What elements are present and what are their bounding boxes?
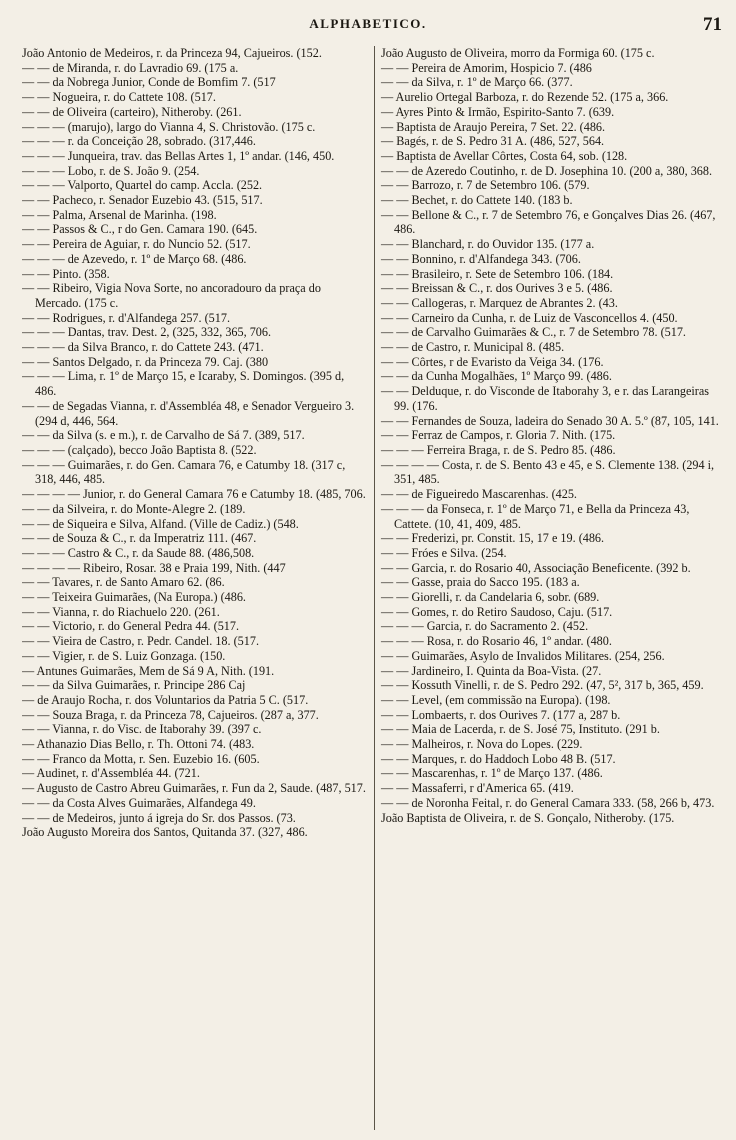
directory-entry: — — Pereira de Aguiar, r. do Nuncio 52. (517. [22,237,251,252]
directory-entry: — — Vianna, r. do Riachuelo 220. (261. [22,604,220,619]
directory-entry: — — Bellone & C., r. 7 de Setembro 76, e Gonçalves Dias 26. (467, 486. [381,207,716,237]
page-number: 71 [703,14,722,35]
directory-entry: — — — — Costa, r. de S. Bento 43 e 45, e S. Clemente 138. (294 i, 351, 485. [381,457,715,487]
directory-entry: — — Guimarães, Asylo de Invalidos Militares. (254, 256. [381,648,665,663]
directory-entry: — — — (calçado), becco João Baptista 8. (522. [22,442,257,457]
directory-entry: — — Teixeira Guimarães, (Na Europa.) (486. [22,590,246,605]
directory-entry: — — de Azeredo Coutinho, r. de D. Josephina 10. (200 a, 380, 368. [381,163,713,178]
directory-entry: — Baptista de Avellar Côrtes, Costa 64, sob. (128. [381,148,628,163]
directory-entry: — — de Medeiros, junto á igreja do Sr. dos Passos. (73. [22,810,296,825]
directory-entry: — — — Lima, r. 1º de Março 15, e Icaraby, S. Domingos. (395 d, 486. [22,369,345,399]
directory-entry: — — Côrtes, r de Evaristo da Veiga 34. (176. [381,354,604,369]
directory-entry: — — de Castro, r. Municipal 8. (485. [381,340,565,355]
directory-entry: — — Brasileiro, r. Sete de Setembro 106. (184. [381,266,614,281]
directory-entry: — — Ribeiro, Vigia Nova Sorte, no ancoradouro da praça do Mercado. (175 c. [22,281,321,310]
directory-entry: — Aurelio Ortegal Barboza, r. do Rezende 52. (175 a, 366. [381,90,669,105]
directory-entry: — — — da Silva Branco, r. do Cattete 243. (471. [22,340,264,355]
directory-entry: — — — Garcia, r. do Sacramento 2. (452. [381,619,589,634]
directory-entry: — — Barrozo, r. 7 de Setembro 106. (579. [381,178,590,193]
directory-entry: — — Fróes e Silva. (254. [381,545,507,560]
directory-entry: — — Marques, r. do Haddoch Lobo 48 B. (517. [381,751,616,766]
directory-entry: — — da Cunha Mogalhães, 1º Março 99. (486. [381,369,612,384]
directory-entry: — Audinet, r. d'Assembléa 44. (721. [22,766,200,781]
directory-entry: — — Santos Delgado, r. da Princeza 79. Caj. (380 [22,354,269,369]
left-column [22,46,374,1130]
directory-entry: — — — Guimarães, r. do Gen. Camara 76, e Catumby 18. (317 c, 318, 446, 485. [22,457,346,487]
directory-entry: João Antonio de Medeiros, r. da Princeza 94, Cajueiros. (152. [22,46,322,60]
directory-entry: — — Jardineiro, I. Quinta da Boa-Vista. (27. [381,663,602,678]
directory-entry: — Bagés, r. de S. Pedro 31 A. (486, 527, 564. [381,134,605,149]
directory-entry: — — — Castro & C., r. da Saude 88. (486,508. [22,545,255,560]
directory-entry: — — Victorio, r. do General Pedra 44. (517. [22,619,240,634]
page-header [0,14,736,40]
directory-entry: — — Tavares, r. de Santo Amaro 62. (86. [22,575,225,590]
directory-entry: — — Massaferri, r d'America 65. (419. [381,781,574,796]
right-column [374,46,726,1130]
directory-columns [22,46,726,1130]
directory-entry: — — Malheiros, r. Nova do Lopes. (229. [381,737,583,752]
directory-entry: — — Bonnino, r. d'Alfandega 343. (706. [381,251,581,266]
directory-entry: — — — Lobo, r. de S. João 9. (254. [22,163,200,178]
directory-entry: — — da Silva (s. e m.), r. de Carvalho de Sá 7. (389, 517. [22,428,305,443]
directory-entry: — — de Souza & C., r. da Imperatriz 111. (467. [22,531,257,546]
directory-entry: — — Callogeras, r. Marquez de Abrantes 2. (43. [381,295,618,310]
directory-entry: — — de Figueiredo Mascarenhas. (425. [381,487,577,502]
directory-entry: — — Frederizi, pr. Constit. 15, 17 e 19. (486. [381,531,605,546]
directory-entry: — — — (marujo), largo do Vianna 4, S. Christovão. (175 c. [22,119,316,134]
directory-entry: — — de Miranda, r. do Lavradio 69. (175 a. [22,60,239,75]
directory-entry: — — Pacheco, r. Senador Euzebio 43. (515, 517. [22,193,263,208]
directory-entry: — — — r. da Conceição 28, sobrado. (317,446. [22,134,256,149]
directory-entry: — — de Siqueira e Silva, Alfand. (Ville de Cadiz.) (548. [22,516,299,531]
directory-entry: — — de Noronha Feital, r. do General Camara 333. (58, 266 b, 473. [381,795,715,810]
directory-entry: — — de Carvalho Guimarães & C., r. 7 de Setembro 78. (517. [381,325,686,340]
directory-entry: — — Bechet, r. do Cattete 140. (183 b. [381,193,573,208]
page-title: ALPHABETICO. [309,16,427,31]
directory-entry: João Augusto de Oliveira, morro da Formiga 60. (175 c. [381,46,655,60]
directory-entry: — — Kossuth Vinelli, r. de S. Pedro 292. (47, 5², 317 b, 365, 459. [381,678,704,693]
directory-entry: — — da Silveira, r. do Monte-Alegre 2. (189. [22,501,246,516]
directory-entry: — — — Valporto, Quartel do camp. Accla. (252. [22,178,263,193]
directory-entry: — — Rodrigues, r. d'Alfandega 257. (517. [22,310,230,325]
directory-entry: — — Franco da Motta, r. Sen. Euzebio 16. (605. [22,751,260,766]
directory-entry: — — — Rosa, r. do Rosario 46, 1º andar. (480. [381,634,612,649]
directory-entry: — — — de Azevedo, r. 1º de Março 68. (486. [22,251,247,266]
directory-entry: — Antunes Guimarães, Mem de Sá 9 A, Nith. (191. [22,663,275,678]
directory-entry: — — da Costa Alves Guimarães, Alfandega 49. [22,795,256,810]
directory-entry: — — da Nobrega Junior, Conde de Bomfim 7. (517 [22,75,276,90]
directory-entry: João Baptista de Oliveira, r. de S. Gonçalo, Nitheroby. (175. [381,810,675,825]
directory-entry: — Augusto de Castro Abreu Guimarães, r. Fun da 2, Saude. (487, 517. [22,781,366,796]
directory-entry: — — Pinto. (358. [22,266,110,281]
directory-entry: — — de Oliveira (carteiro), Nitheroby. (261. [22,104,242,119]
directory-entry: — — Garcia, r. do Rosario 40, Associação Beneficente. (392 b. [381,560,691,575]
directory-entry: — — Mascarenhas, r. 1º de Março 137. (486. [381,766,603,781]
directory-entry: — — Lombaerts, r. dos Ourives 7. (177 a, 287 b. [381,707,621,722]
directory-entry: — — Vianna, r. do Visc. de Itaborahy 39. (397 c. [22,722,262,737]
directory-entry: — — Gomes, r. do Retiro Saudoso, Caju. (517. [381,604,613,619]
directory-entry: — — Delduque, r. do Visconde de Itaborahy 3, e r. das Larangeiras 99. (176. [381,384,710,413]
directory-entry: — — Souza Braga, r. da Princeza 78, Cajueiros. (287 a, 377. [22,707,319,722]
directory-entry: — — Palma, Arsenal de Marinha. (198. [22,207,217,222]
directory-entry: — Athanazio Dias Bello, r. Th. Ottoni 74. (483. [22,737,255,752]
directory-entry: — — Fernandes de Souza, ladeira do Senado 30 A. 5.º (87, 105, 141. [381,413,719,428]
directory-entry: — de Araujo Rocha, r. dos Voluntarios da Patria 5 C. (517. [22,692,309,707]
directory-entry: — — Vigier, r. de S. Luiz Gonzaga. (150. [22,648,226,663]
directory-entry: — — Carneiro da Cunha, r. de Luiz de Vasconcellos 4. (450. [381,310,678,325]
directory-entry: — — da Silva, r. 1º de Março 66. (377. [381,75,573,90]
directory-entry: — — — Junqueira, trav. das Bellas Artes 1, 1º andar. (146, 450. [22,148,335,163]
directory-entry: — — Gasse, praia do Sacco 195. (183 a. [381,575,580,590]
directory-entry: — — Pereira de Amorim, Hospicio 7. (486 [381,60,592,75]
directory-entry: — — de Segadas Vianna, r. d'Assembléa 48, e Senador Vergueiro 3. (294 d, 446, 564. [22,398,355,428]
directory-entry: — — Passos & C., r do Gen. Camara 190. (645. [22,222,258,237]
directory-entry: — — — — Junior, r. do General Camara 76 e Catumby 18. (485, 706. [22,487,366,502]
directory-entry: — Ayres Pinto & Irmão, Espirito-Santo 7. (639. [381,104,615,119]
directory-entry: — — — Dantas, trav. Dest. 2, (325, 332, 365, 706. [22,325,272,340]
directory-entry: — Baptista de Araujo Pereira, 7 Set. 22. (486. [381,119,606,134]
directory-entry: — — Giorelli, r. da Candelaria 6, sobr. (689. [381,590,600,605]
directory-entry: — — Vieira de Castro, r. Pedr. Candel. 18. (517. [22,634,259,649]
directory-entry: — — Breissan & C., r. dos Ourives 3 e 5. (486. [381,281,613,296]
directory-entry: — — Maia de Lacerda, r. de S. José 75, Instituto. (291 b. [381,722,660,737]
directory-entry: João Augusto Moreira dos Santos, Quitanda 37. (327, 486. [22,825,308,840]
directory-entry: — — — Ferreira Braga, r. de S. Pedro 85. (486. [381,442,616,457]
directory-entry: — — da Silva Guimarães, r. Principe 286 Caj [22,678,246,693]
directory-entry: — — — da Fonseca, r. 1º de Março 71, e Bella da Princeza 43, Cattete. (10, 41, 409, 485. [381,501,690,531]
directory-entry: — — Blanchard, r. do Ouvidor 135. (177 a. [381,237,595,252]
directory-entry: — — Ferraz de Campos, r. Gloria 7. Nith. (175. [381,428,616,443]
directory-entry: — — — — Ribeiro, Rosar. 38 e Praia 199, Nith. (447 [22,560,286,575]
directory-entry: — — Level, (em commissão na Europa). (198. [381,692,611,707]
directory-entry: — — Nogueira, r. do Cattete 108. (517. [22,90,216,105]
